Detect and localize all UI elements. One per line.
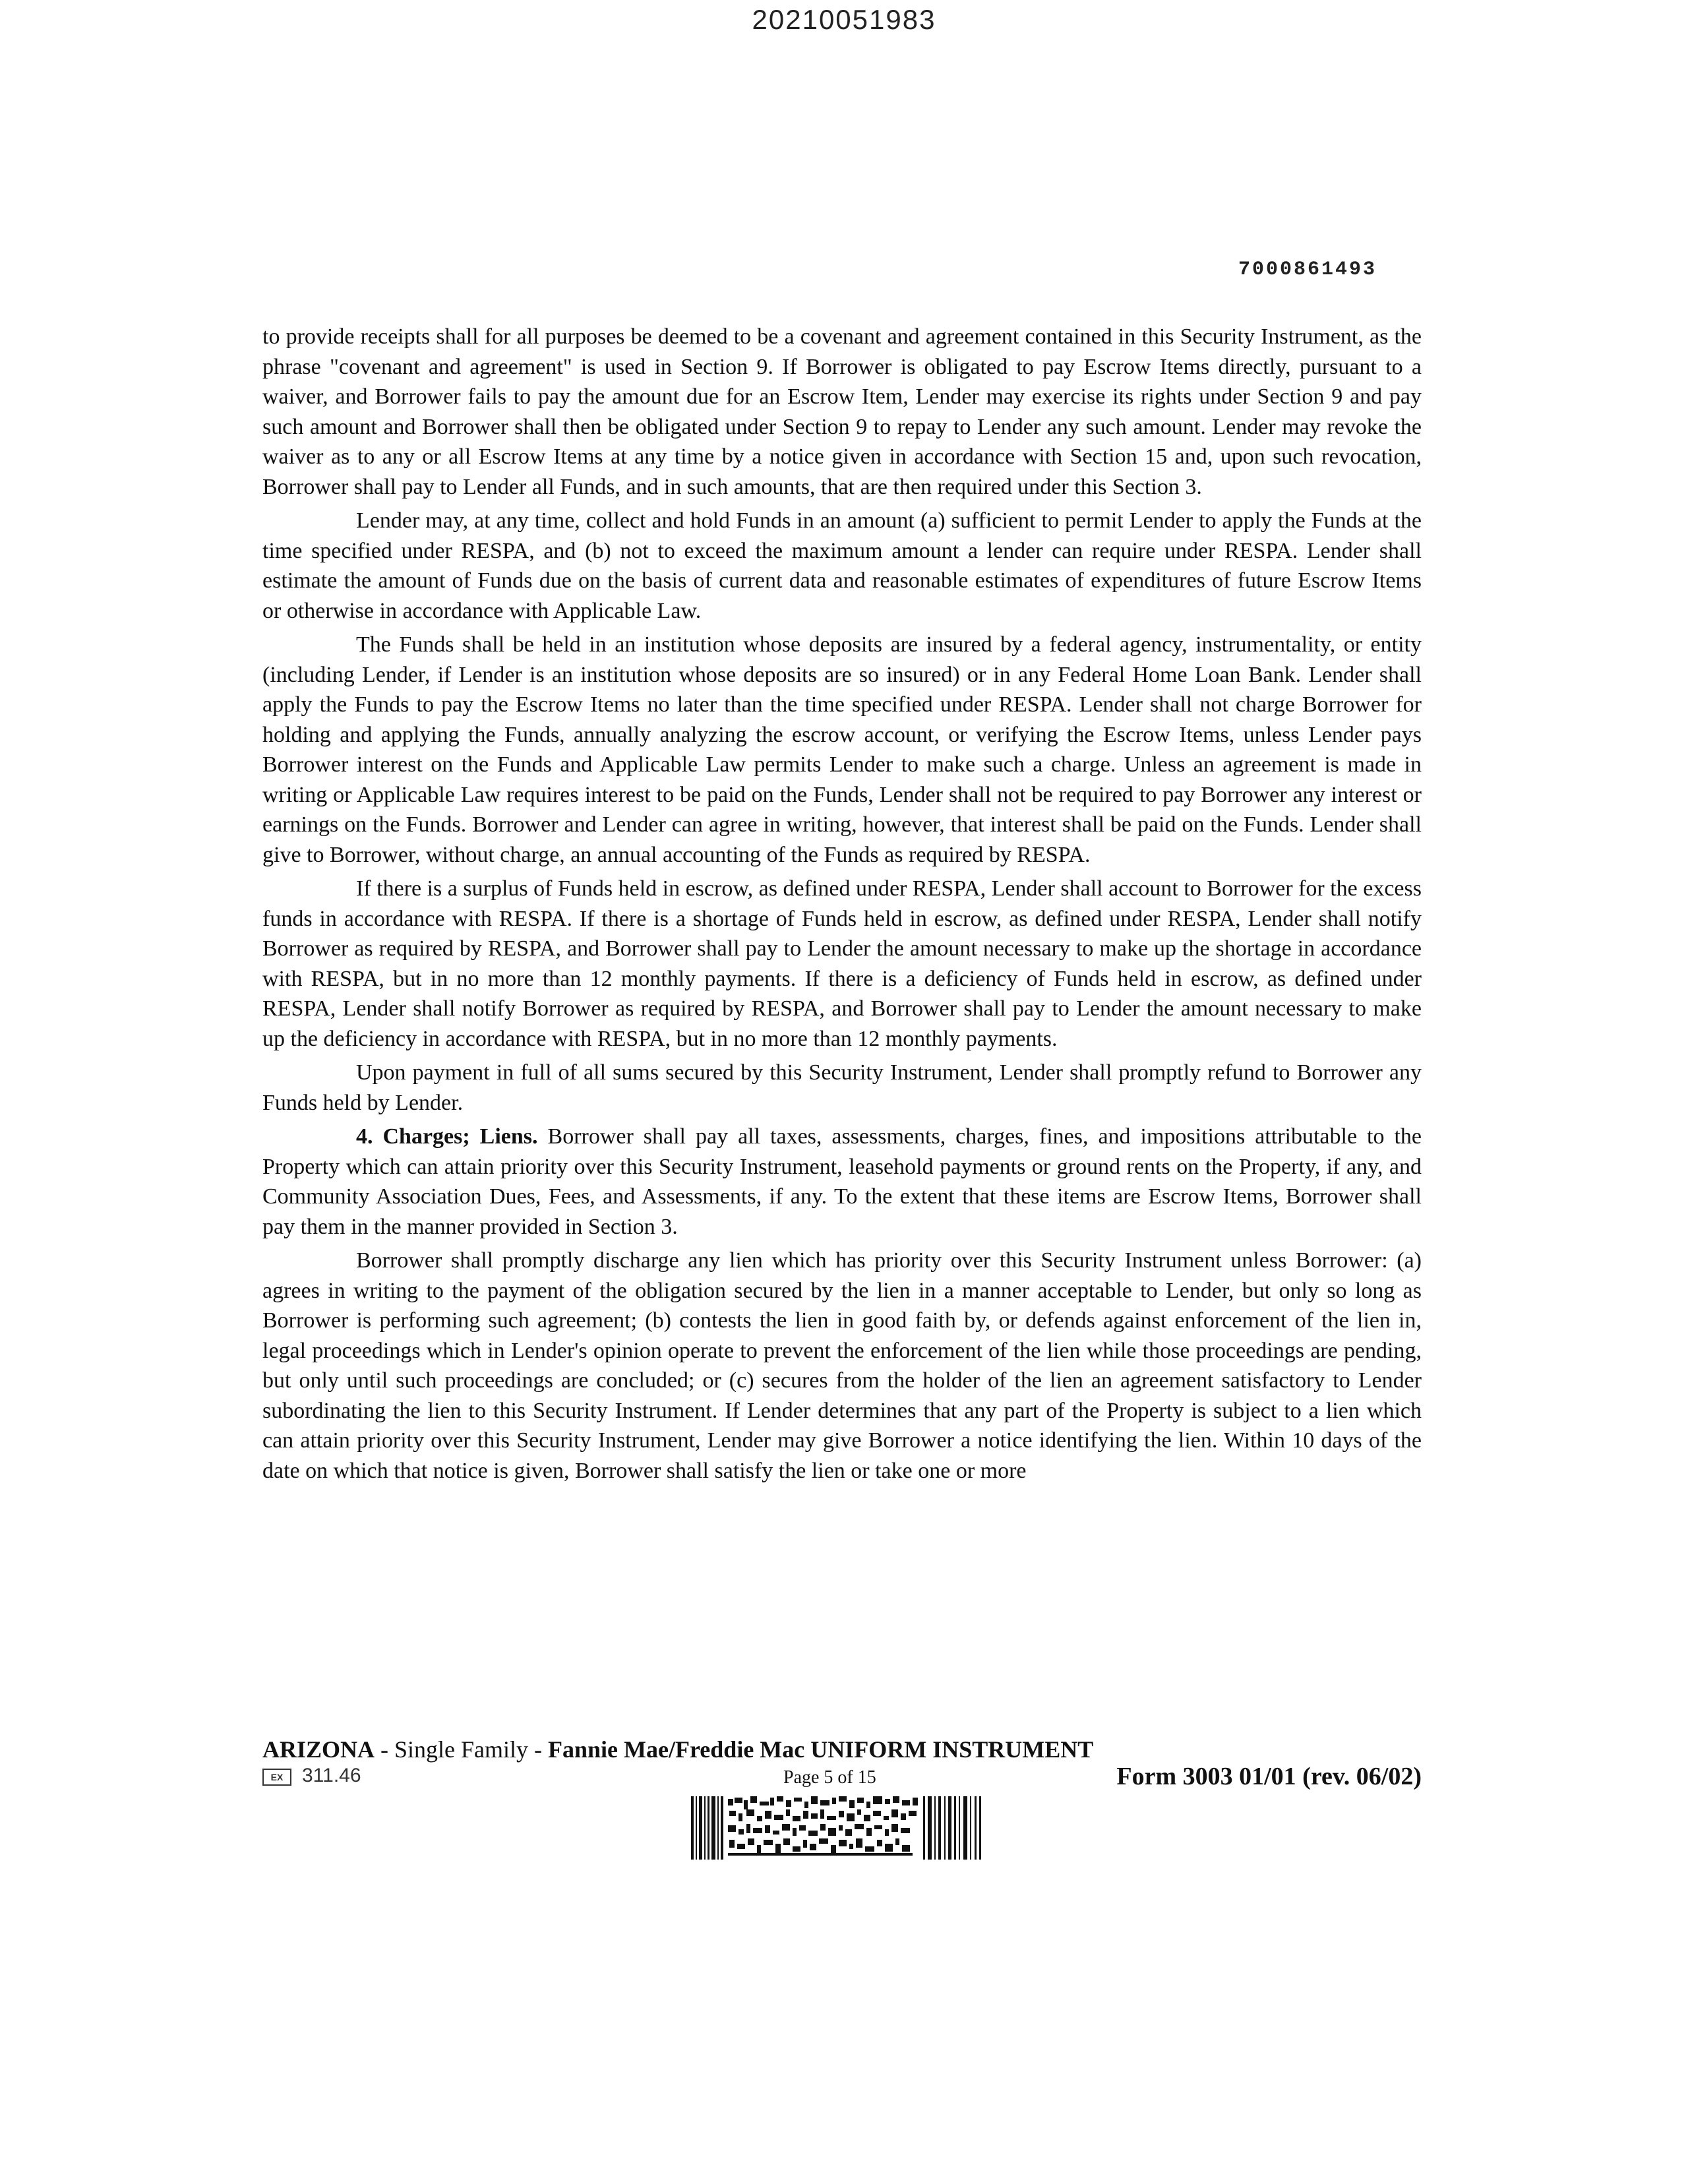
form-code: 311.46 (302, 1765, 361, 1786)
paragraph-6 (262, 1122, 1422, 1242)
barcode-image (691, 1796, 981, 1860)
footer-state: ARIZONA (262, 1736, 375, 1763)
form-number: Form 3003 01/01 (rev. 06/02) (1116, 1763, 1422, 1790)
paragraph-5: Upon payment in full of all sums secured by this Security Instrument, Lender shall promptly refund to Borrower any Funds held by Lender. (262, 1060, 1422, 1115)
footer-row (262, 1765, 1422, 1794)
footer-separator: - Single Family - (375, 1736, 549, 1763)
paragraph-6-text: Borrower shall pay all taxes, assessments, charges, fines, and impositions attributable to the Property which can attain priority over this Security Instrument, leasehold payments or ground rents on the Property, if any, and Community Association Dues, Fees, and Assessments, if any. To the extent that these items are Escrow Items, Borrower shall pay them in the manner provided in Section 3. (262, 1124, 1422, 1239)
footer-title (262, 1736, 1093, 1763)
paragraph-4: If there is a surplus of Funds held in escrow, as defined under RESPA, Lender shall account to Borrower for the excess funds in accordance with RESPA. If there is a shortage of Funds held in escrow, as defined under RESPA, Lender shall notify Borrower as required by RESPA, and Borrower shall pay to Lender the amount necessary to make up the shortage in accordance with RESPA, but in no more than 12 monthly payments. If there is a deficiency of Funds held in escrow, as defined under RESPA, Lender shall notify Borrower as required by RESPA, and Borrower shall pay to Lender the amount necessary to make up the deficiency in accordance with RESPA, but in no more than 12 monthly payments. (262, 876, 1422, 1051)
publisher-logo-icon: EX (262, 1769, 291, 1786)
paragraph-3: The Funds shall be held in an institution whose deposits are insured by a federal agency, instrumentality, or entity (including Lender, if Lender is an institution whose deposits are so insured) or in any Federal Home Loan Bank. Lender shall apply the Funds to pay the Escrow Items no later than the time specified under RESPA. Lender shall not charge Borrower for holding and applying the Funds, annually analyzing the escrow account, or verifying the Escrow Items, unless Lender pays Borrower interest on the Funds and Applicable Law permits Lender to make such a charge. Unless an agreement is made in writing or Applicable Law requires interest to be paid on the Funds, Lender shall not be required to pay Borrower any interest or earnings on the Funds. Borrower and Lender can agree in writing, however, that interest shall be paid on the Funds. Lender shall give to Borrower, without charge, an annual accounting of the Funds as required by RESPA. (262, 632, 1422, 867)
footer-instrument: Fannie Mae/Freddie Mac UNIFORM INSTRUMENT (548, 1736, 1094, 1763)
page-label: Page 5 of 15 (783, 1767, 876, 1788)
section-heading-charges-liens: 4. Charges; Liens. (356, 1124, 538, 1149)
recording-number: 20210051983 (752, 4, 936, 35)
loan-number: 7000861493 (1238, 258, 1377, 281)
paragraph-7: Borrower shall promptly discharge any lien which has priority over this Security Instrument unless Borrower: (a) agrees in writing to the payment of the obligation secured by the lien in a manner acceptable to Lender, but only so long as Borrower is performing such agreement; (b) contests the lien in good faith by, or defends against enforcement of the lien in, legal proceedings which in Lender's opinion operate to prevent the enforcement of the lien while those proceedings are pending, but only until such proceedings are concluded; or (c) secures from the holder of the lien an agreement satisfactory to Lender subordinating the lien to this Security Instrument. If Lender determines that any part of the Property is subject to a lien which can attain priority over this Security Instrument, Lender may give Borrower a notice identifying the lien. Within 10 days of the date on which that notice is given, Borrower shall satisfy the lien or take one or more (262, 1248, 1422, 1483)
paragraph-1: to provide receipts shall for all purposes be deemed to be a covenant and agreement contained in this Security Instrument, as the phrase "covenant and agreement" is used in Section 9. If Borrower is obligated to pay Escrow Items directly, pursuant to a waiver, and Borrower fails to pay the amount due for an Escrow Item, Lender may exercise its rights under Section 9 and pay such amount and Borrower shall then be obligated under Section 9 to repay to Lender any such amount. Lender may revoke the waiver as to any or all Escrow Items at any time by a notice given in accordance with Section 15 and, upon such revocation, Borrower shall pay to Lender all Funds, and in such amounts, that are then required under this Section 3. (262, 324, 1422, 499)
document-body (262, 322, 1422, 1490)
paragraph-2: Lender may, at any time, collect and hold Funds in an amount (a) sufficient to permit Lender to apply the Funds at the time specified under RESPA, and (b) not to exceed the maximum amount a lender can require under RESPA. Lender shall estimate the amount of Funds due on the basis of current data and reasonable estimates of expenditures of future Escrow Items or otherwise in accordance with Applicable Law. (262, 508, 1422, 623)
